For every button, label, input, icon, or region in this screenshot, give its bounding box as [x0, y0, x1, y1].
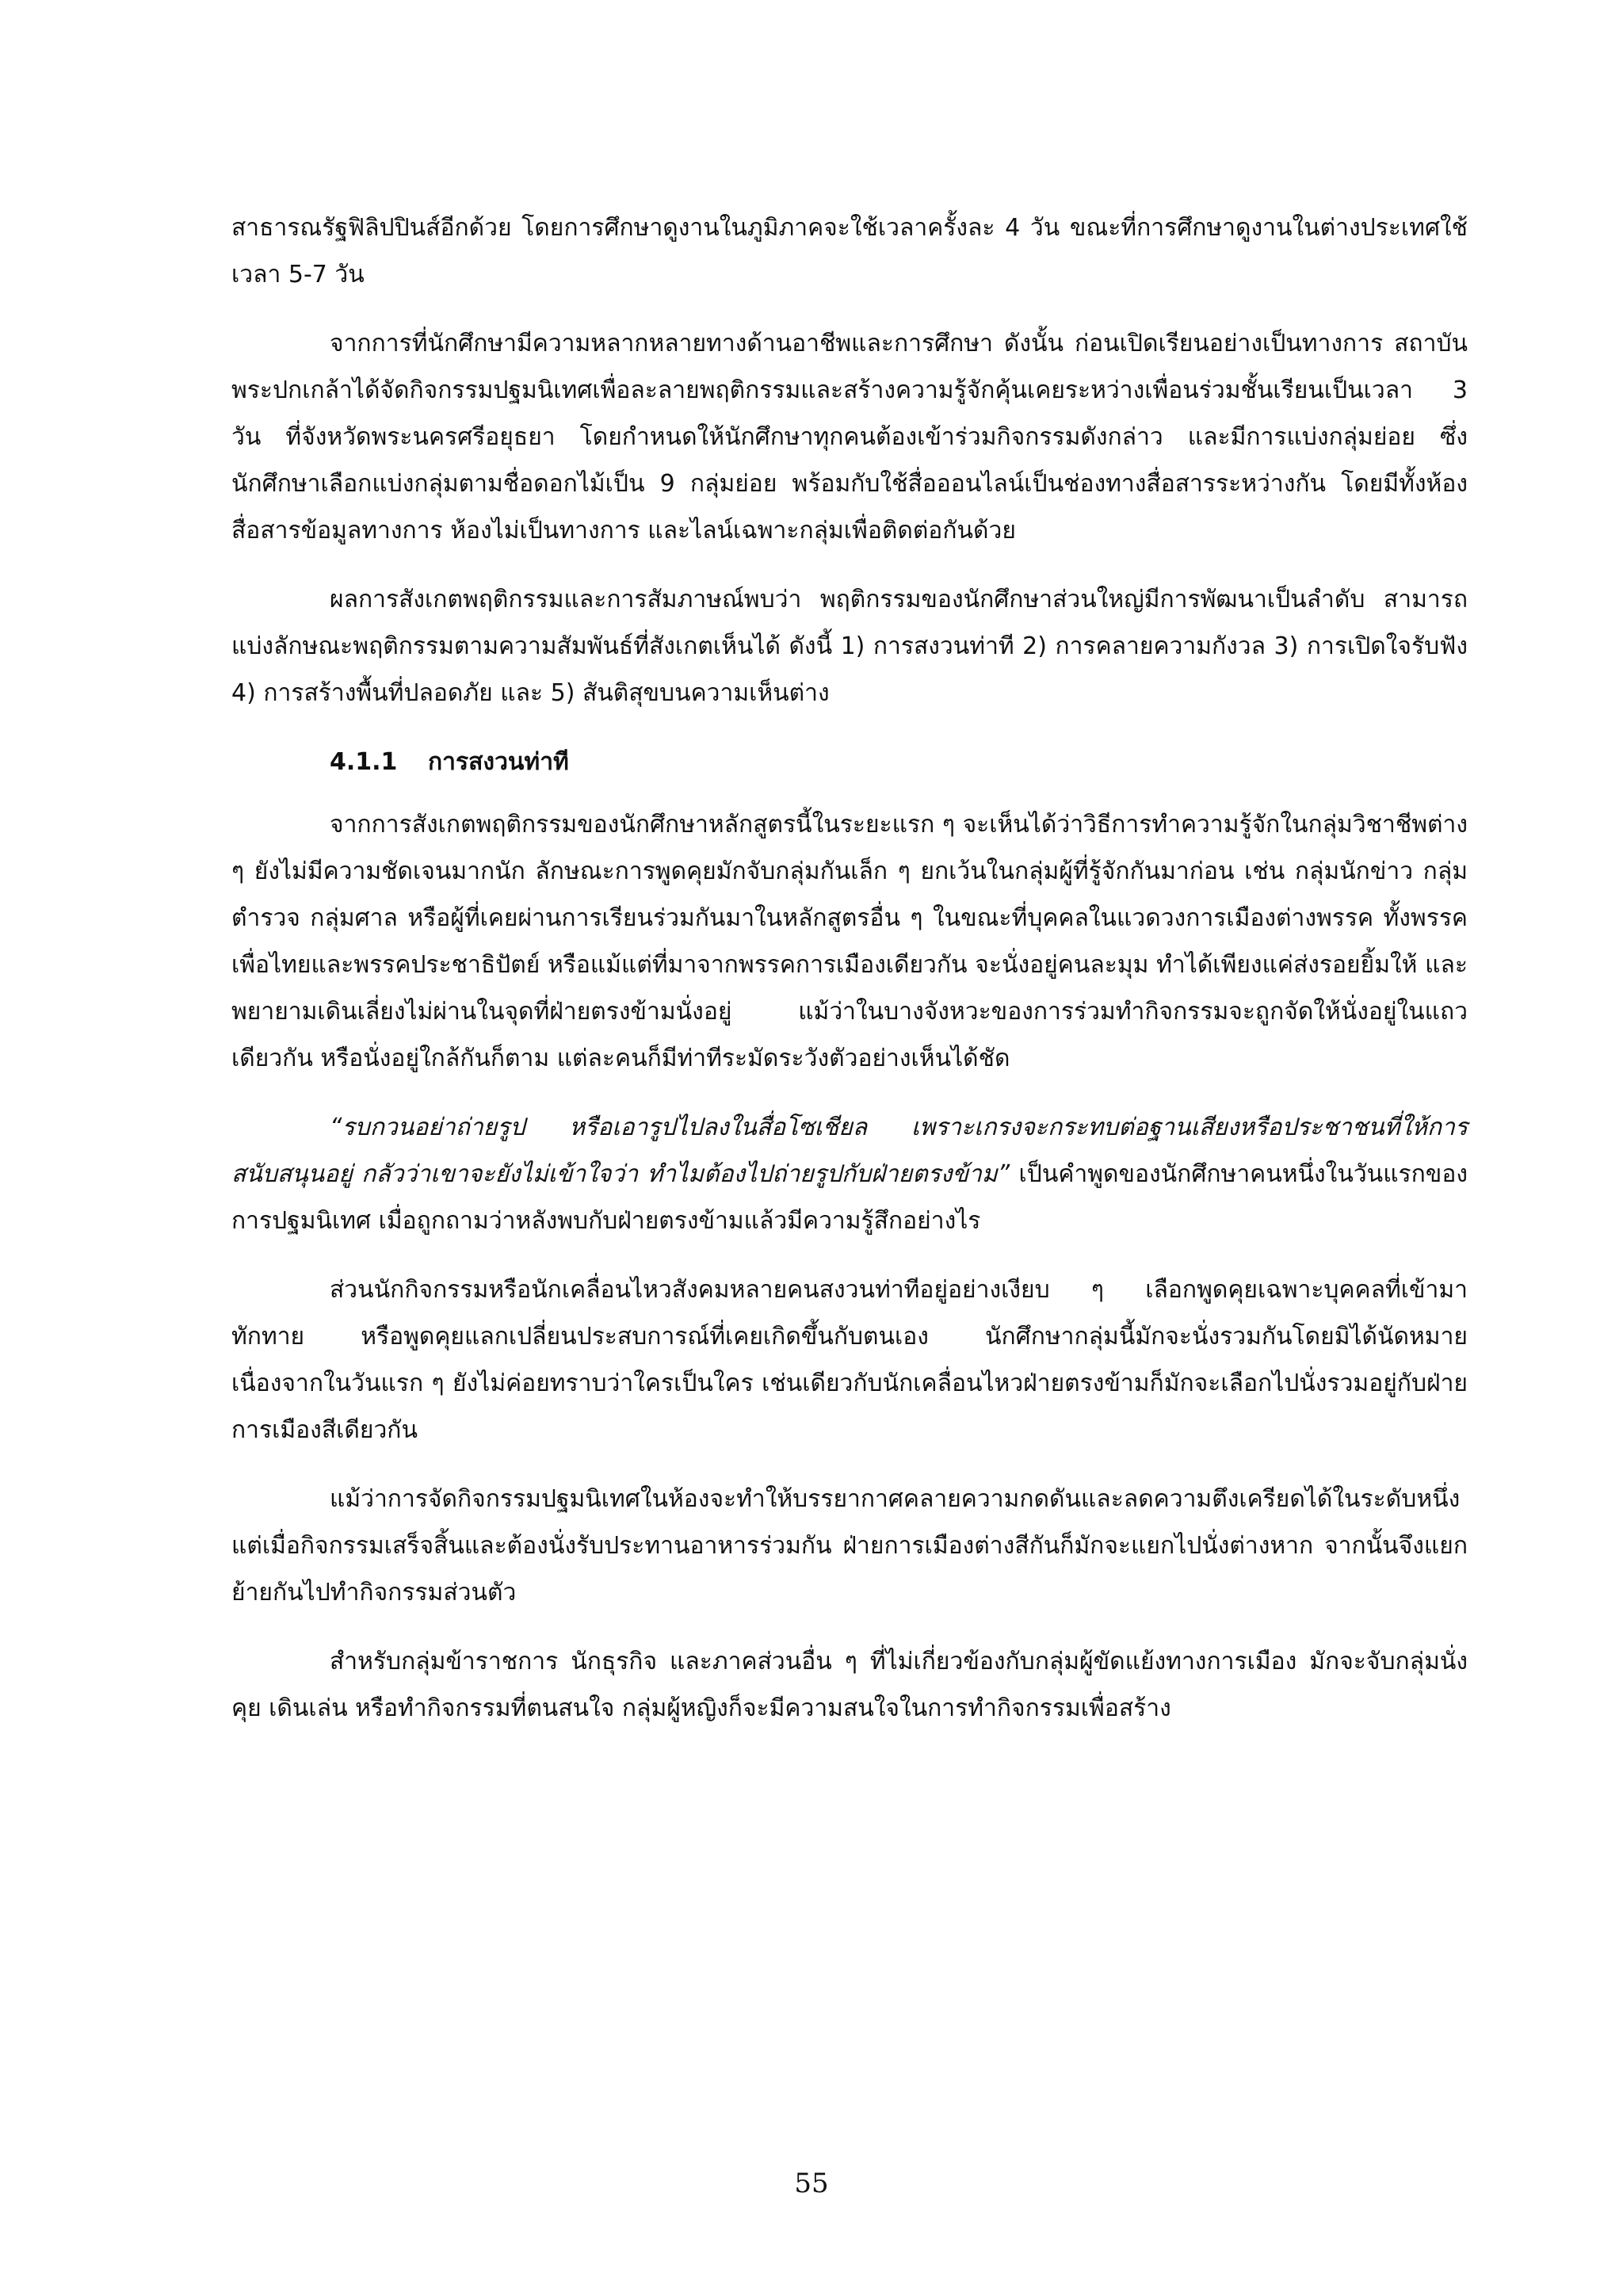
paragraph-4: จากการสังเกตพฤติกรรมของนักศึกษาหลักสูตรนี้ในระยะแรก ๆ จะเห็นได้ว่าวิธีการทำความรู้จักในกลุ่มวิชาชีพต่าง ๆ ยังไม่มีความชัดเจนมากนัก ลักษณะการพูดคุยมักจับกลุ่มกันเล็ก ๆ ยกเว้นในกลุ่มผู้ที่รู้จักกันมาก่อน เช่น กลุ่มนักข่าว กลุ่มตำรวจ กลุ่มศาล หรือผู้ที่เคยผ่านการเรียนร่วมกันมาในหลักสูตรอื่น ๆ ในขณะที่บุคคลในแวดวงการเมืองต่างพรรค ทั้งพรรคเพื่อไทยและพรรคประชาธิปัตย์ หรือแม้แต่ที่มาจากพรรคการเมืองเดียวกัน จะนั่งอยู่คนละมุม ทำได้เพียงแค่ส่งรอยยิ้มให้ และพยายามเดินเลี่ยงไม่ผ่านในจุดที่ฝ่ายตรงข้ามนั่งอยู่ แม้ว่าในบางจังหวะของการร่วมทำกิจกรรมจะถูกจัดให้นั่งอยู่ในแถวเดียวกัน หรือนั่งอยู่ใกล้กันก็ตาม แต่ละคนก็มีท่าทีระมัดระวังตัวอย่างเห็นได้ชัด — [231, 811, 1468, 1072]
paragraph-1: สาธารณรัฐฟิลิปปินส์อีกด้วย โดยการศึกษาดูงานในภูมิภาคจะใช้เวลาครั้งละ 4 วัน ขณะที่การศึกษาดูงานในต่างประเทศใช้เวลา 5-7 วัน — [231, 214, 1468, 288]
section-heading — [231, 739, 1468, 785]
document-body — [231, 204, 1468, 1754]
section-title: การสงวนท่าที — [428, 748, 569, 776]
paragraph-6: ส่วนนักกิจกรรมหรือนักเคลื่อนไหวสังคมหลายคนสงวนท่าทีอยู่อย่างเงียบ ๆ เลือกพูดคุยเฉพาะบุคคลที่เข้ามาทักทาย หรือพูดคุยแลกเปลี่ยนประสบการณ์ที่เคยเกิดขึ้นกับตนเอง นักศึกษากลุ่มนี้มักจะนั่งรวมกันโดยมิได้นัดหมาย เนื่องจากในวันแรก ๆ ยังไม่ค่อยทราบว่าใครเป็นใคร เช่นเดียวกับนักเคลื่อนไหวฝ่ายตรงข้ามก็มักจะเลือกไปนั่งรวมอยู่กับฝ่ายการเมืองสีเดียวกัน — [231, 1276, 1468, 1444]
section-number: 4.1.1 — [330, 748, 398, 776]
quote-attribution: เป็นคำพูดของนักศึกษาคนหนึ่งในวันแรกของการปฐมนิเทศ เมื่อถูกถามว่าหลังพบกับฝ่ายตรงข้ามแล้วมีความรู้สึกอย่างไร — [231, 1160, 1468, 1235]
paragraph-2: จากการที่นักศึกษามีความหลากหลายทางด้านอาชีพและการศึกษา ดังนั้น ก่อนเปิดเรียนอย่างเป็นทางการ สถาบันพระปกเกล้าได้จัดกิจกรรมปฐมนิเทศเพื่อละลายพฤติกรรมและสร้างความรู้จักคุ้นเคยระหว่างเพื่อนร่วมชั้นเรียนเป็นเวลา 3 วัน ที่จังหวัดพระนครศรีอยุธยา โดยกำหนดให้นักศึกษาทุกคนต้องเข้าร่วมกิจกรรมดังกล่าว และมีการแบ่งกลุ่มย่อย ซึ่งนักศึกษาเลือกแบ่งกลุ่มตามชื่อดอกไม้เป็น 9 กลุ่มย่อย พร้อมกับใช้สื่อออนไลน์เป็นช่องทางสื่อสารระหว่างกัน โดยมีทั้งห้องสื่อสารข้อมูลทางการ ห้องไม่เป็นทางการ และไลน์เฉพาะกลุ่มเพื่อติดต่อกันด้วย — [231, 330, 1468, 544]
page-number: 55 — [794, 2168, 829, 2199]
interview-quote: “รบกวนอย่าถ่ายรูป หรือเอารูปไปลงในสื่อโซเชียล เพราะเกรงจะกระทบต่อฐานเสียงหรือประชาชนที่ให้การสนับสนุนอยู่ กลัวว่าเขาจะยังไม่เข้าใจว่า ทำไมต้องไปถ่ายรูปกับฝ่ายตรงข้าม” — [231, 1114, 1468, 1188]
paragraph-5 — [231, 1104, 1468, 1244]
paragraph-8: สำหรับกลุ่มข้าราชการ นักธุรกิจ และภาคส่วนอื่น ๆ ที่ไม่เกี่ยวข้องกับกลุ่มผู้ขัดแย้งทางการเมือง มักจะจับกลุ่มนั่งคุย เดินเล่น หรือทำกิจกรรมที่ตนสนใจ กลุ่มผู้หญิงก็จะมีความสนใจในการทำกิจกรรมเพื่อสร้าง — [231, 1648, 1468, 1722]
paragraph-7: แม้ว่าการจัดกิจกรรมปฐมนิเทศในห้องจะทำให้บรรยากาศคลายความกดดันและลดความตึงเครียดได้ในระดับหนึ่ง แต่เมื่อกิจกรรมเสร็จสิ้นและต้องนั่งรับประทานอาหารร่วมกัน ฝ่ายการเมืองต่างสีกันก็มักจะแยกไปนั่งต่างหาก จากนั้นจึงแยกย้ายกันไปทำกิจกรรมส่วนตัว — [231, 1485, 1468, 1606]
paragraph-3: ผลการสังเกตพฤติกรรมและการสัมภาษณ์พบว่า พฤติกรรมของนักศึกษาส่วนใหญ่มีการพัฒนาเป็นลำดับ สามารถแบ่งลักษณะพฤติกรรมตามความสัมพันธ์ที่สังเกตเห็นได้ ดังนี้ 1) การสงวนท่าที 2) การคลายความกังวล 3) การเปิดใจรับฟัง 4) การสร้างพื้นที่ปลอดภัย และ 5) สันติสุขบนความเห็นต่าง — [231, 586, 1468, 707]
